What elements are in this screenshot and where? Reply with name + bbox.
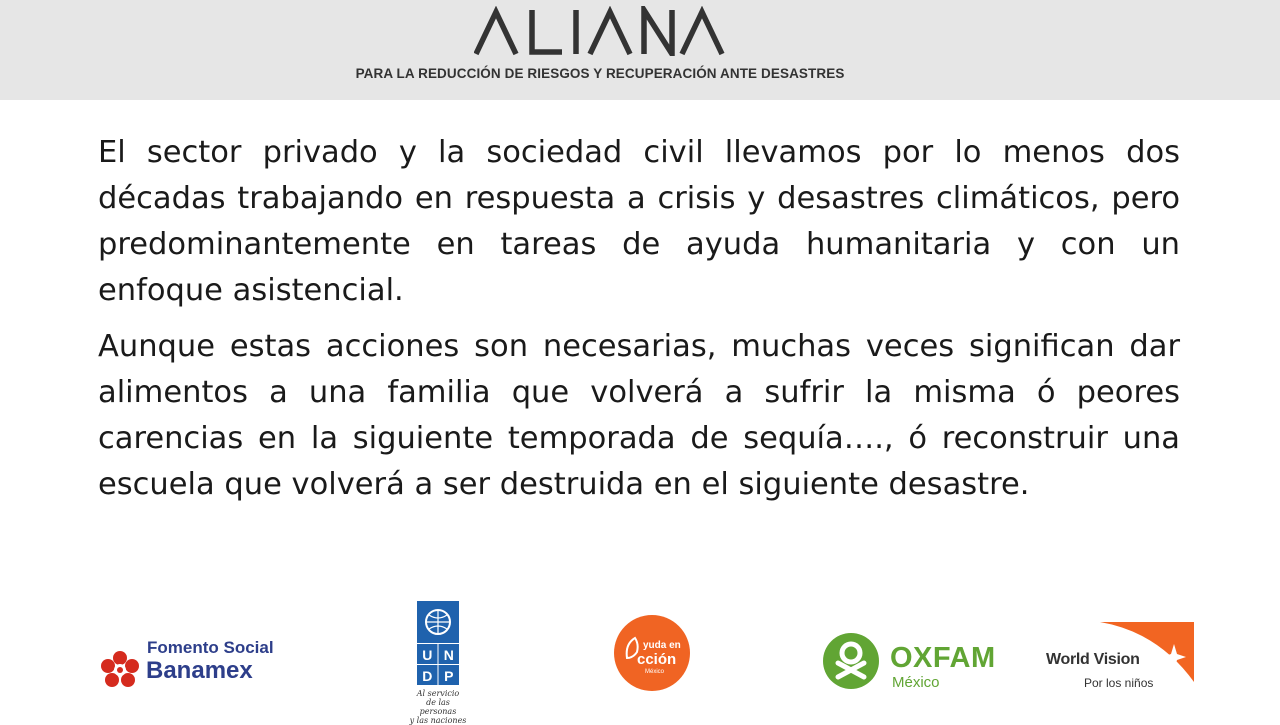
undp-letter-p: P [444, 668, 454, 684]
banamex-name: Banamex [146, 657, 253, 684]
paragraph-2: Aunque estas acciones son necesarias, muchas veces significan dar alimentos a una familia que volverá a sufrir la misma ó peores carencias en la siguiente temporada de sequía…., ó reconstruir una escuela que volverá a ser destruida en el siguiente desastre. [98, 329, 1180, 502]
banamex-title: Fomento Social [147, 638, 274, 657]
undp-caption-line: de las personas [419, 698, 457, 716]
accion-line-3: México [645, 669, 665, 675]
oxfam-circle-icon [822, 632, 880, 690]
undp-caption-line: Al servicio [416, 689, 460, 698]
header-banner [0, 0, 1280, 100]
alianza-wordmark-logo [474, 6, 728, 56]
oxfam-logo [822, 630, 996, 694]
undp-emblem [417, 601, 459, 685]
undp-logo [409, 601, 467, 725]
world-vision-name: World Vision [1046, 651, 1140, 668]
brand-subtitle-text: PARA LA REDUCCIÓN DE RIESGOS Y RECUPERACIÓN ANTE DESASTRES [355, 66, 845, 81]
banamex-flower-icon [100, 650, 140, 690]
undp-letter-n: N [443, 647, 454, 663]
world-vision-tagline: Por los niños [1084, 676, 1154, 690]
brand-subtitle [0, 66, 1200, 81]
ayuda-en-accion-logo [613, 614, 691, 692]
oxfam-country: México [892, 674, 940, 691]
banamex-logo [100, 636, 280, 694]
oxfam-name: OXFAM [890, 642, 996, 674]
world-vision-logo [1044, 622, 1194, 694]
accion-line-1: yuda en [643, 640, 681, 651]
undp-letter-u: U [422, 647, 433, 663]
undp-letter-d: D [422, 668, 433, 684]
ayuda-en-accion-badge [613, 614, 691, 692]
main-text [98, 130, 1180, 518]
undp-caption-line: y las naciones [409, 716, 467, 725]
paragraph-1: El sector privado y la sociedad civil llevamos por lo menos dos décadas trabajando en respuesta a crisis y desastres climáticos, pero predominantemente en tareas de ayuda humanitaria y con un enfoque asistencial. [98, 135, 1180, 308]
accion-line-2: cción [637, 651, 677, 668]
